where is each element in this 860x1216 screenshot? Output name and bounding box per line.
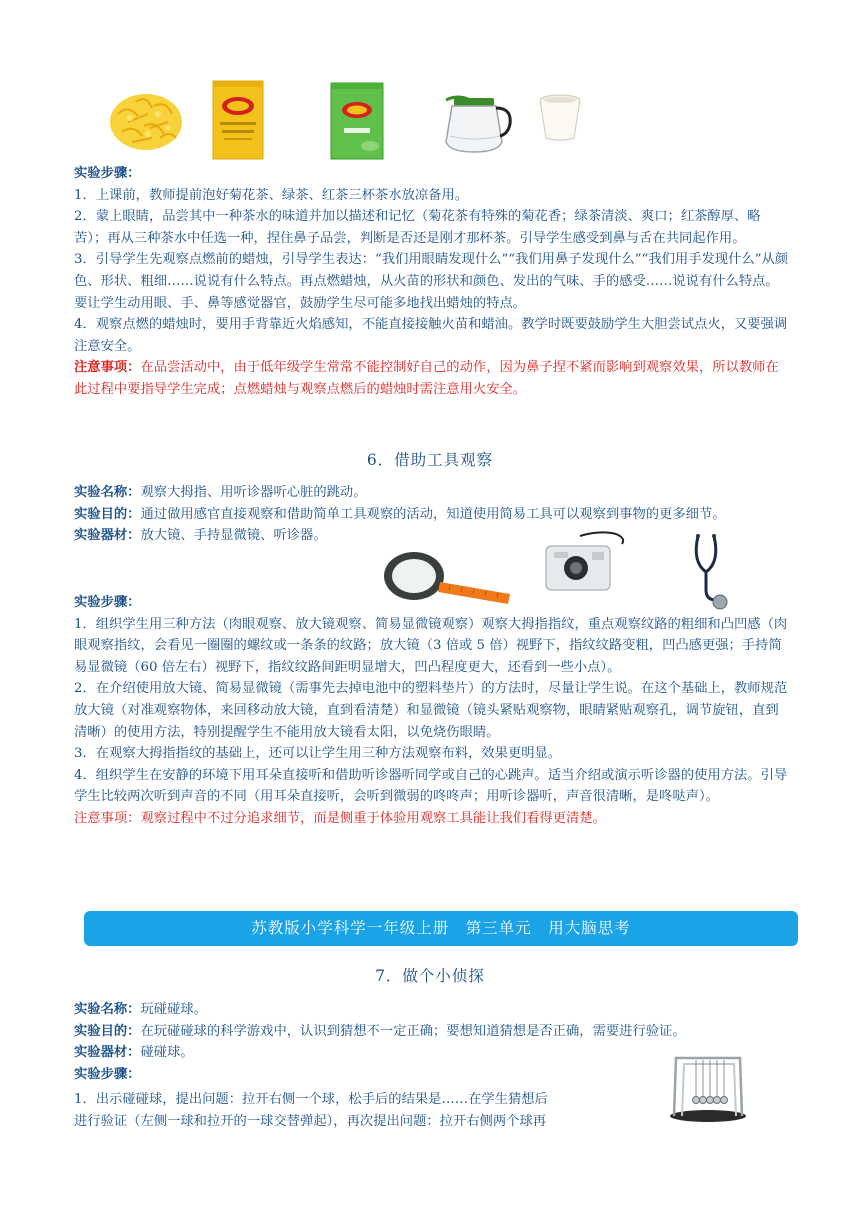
name-label: 实验名称：: [74, 485, 141, 500]
name-label: 实验名称：: [74, 1002, 141, 1017]
step-item: 2．在介绍使用放大镜、简易显微镜（需事先去掉电池中的塑料垫片）的方法时，尽量让学生说。在这个基础上，教师规范放大镜（对准观察物体，来回移动放大镜，直到看清楚）和显微镜（镜头紧贴观察物，眼睛紧贴观察孔，调节旋钮，直到清晰）的使用方法，特别提醒学生不能用放大镜看太阳，以免烧伤眼睛。: [74, 681, 788, 740]
sec7-title: 7．做个小侦探: [375, 967, 485, 985]
equip-text: 放大镜、手持显微镜、听诊器。: [140, 528, 327, 544]
sec5-note: [74, 357, 790, 400]
equip-text: 碰碰球。: [140, 1045, 194, 1061]
step-item: 1．上课前，教师提前泡好菊花茶、绿茶、红茶三杯茶水放凉备用。: [74, 187, 469, 203]
steps-label: 实验步骤：: [74, 595, 141, 610]
handheld-microscope-image: [540, 530, 632, 596]
purpose-text: 通过做用感官直接观察和借助简单工具观察的活动，知道使用简易工具可以观察到事物的更多细节。: [140, 506, 726, 522]
sec6-title: 6．借助工具观察: [366, 451, 494, 469]
name-text: 玩碰碰球。: [140, 1002, 207, 1017]
sec7-step1: [74, 1089, 634, 1132]
sec6-steps: [74, 592, 790, 830]
step-item: 2．蒙上眼睛，品尝其中一种茶水的味道并加以描述和记忆（菊花茶有特殊的菊花香；绿茶清淡、爽口；红茶醇厚、略苦）；再从三种茶水中任选一种，捏住鼻子品尝，判断是否还是刚才那杯茶。引导学生感受到鼻与舌在共同起作用。: [74, 209, 761, 246]
step-item: 3．在观察大拇指指纹的基础上，还可以让学生用三种方法观察布料，效果更明显。: [74, 746, 562, 762]
note-text: 在品尝活动中，由于低年级学生常常不能控制好自己的动作，因为鼻子捏不紧而影响到观察效果，所以教师在此过程中要指导学生完成；点燃蜡烛与观察点燃后的蜡烛时需注意用火安全。: [74, 360, 779, 397]
purpose-label: 实验目的：: [74, 506, 141, 522]
step-item: 4．组织学生在安静的环境下用耳朵直接听和借助听诊器听同学或自己的心跳声。适当介绍或演示听诊器的使用方法。引导学生比较两次听到声音的不同（用耳朵直接听，会听到微弱的咚咚声；用听诊器听，声音很清晰，是咚哒声）。: [74, 767, 788, 805]
step-item: 1．出示碰碰球，提出问题：拉开右侧一个球，松手后的结果是……在学生猜想后: [74, 1092, 548, 1107]
purpose-text: 在玩碰碰球的科学游戏中，认识到猜想不一定正确；要想知道猜想是否正确，需要进行验证。: [140, 1023, 686, 1039]
purpose-label: 实验目的：: [74, 1023, 141, 1039]
equip-label: 实验器材：: [74, 528, 141, 544]
steps-label: 实验步骤：: [74, 166, 141, 181]
black-tea-bag-image: [212, 80, 264, 160]
name-text: 观察大拇指、用听诊器听心脏的跳动。: [140, 485, 367, 500]
unit-banner: 苏教版小学科学一年级上册 第三单元 用大脑思考: [84, 911, 798, 946]
tea-images-row: [0, 80, 860, 164]
paper-cup-image: [538, 94, 582, 142]
glass-teapot-image: [440, 94, 516, 156]
step-item: 进行验证（左侧一球和拉开的一球交替弹起），再次提出问题：拉开右侧两个球再: [74, 1113, 547, 1129]
step-item: 3．引导学生先观察点燃前的蜡烛，引导学生表达：“我们用眼睛发现什么”“我们用鼻子发现什么”“我们用手发现什么”从颜色、形状、粗细……说说有什么特点。再点燃蜡烛，从火苗的形状和颜色、发出的气味、手的感受……说说有什么特点。要让学生动用眼、手、鼻等感觉器官，鼓励学生尽可能多地找出蜡烛的特点。: [74, 252, 789, 311]
note-label: 注意事项：: [74, 360, 141, 376]
sec6-note: [74, 808, 790, 830]
step-item: 1．组织学生用三种方法（肉眼观察、放大镜观察、简易显微镜观察）观察大拇指指纹，重点观察纹路的粗细和凸凹感（肉眼观察指纹，会看见一圈圈的螺纹或一条条的纹路；放大镜（3 倍或 5 倍）视野下，指纹纹路变粗，凹凸感更强；手持简易显微镜（60 倍左右）视野下，指纹纹路间距明显增大，凹凸程度更大，还看到一些小点）。: [74, 616, 788, 675]
step-item: 4．观察点燃的蜡烛时，要用手背靠近火焰感知，不能直接接触火苗和蜡油。教学时既要鼓励学生大胆尝试点火，又要强调注意安全。: [74, 317, 788, 354]
green-tea-bag-image: [330, 82, 384, 160]
note-label: 注意事项：: [74, 810, 141, 826]
equip-label: 实验器材：: [74, 1045, 141, 1061]
sec5-steps: [74, 163, 790, 401]
steps-label: 实验步骤：: [74, 1066, 141, 1082]
newtons-cradle-image: [668, 1052, 748, 1124]
chrysanthemum-tea-image: [108, 84, 184, 154]
note-text: 观察过程中不过分追求细节，而是侧重于体验用观察工具能让我们看得更清楚。: [140, 810, 606, 826]
